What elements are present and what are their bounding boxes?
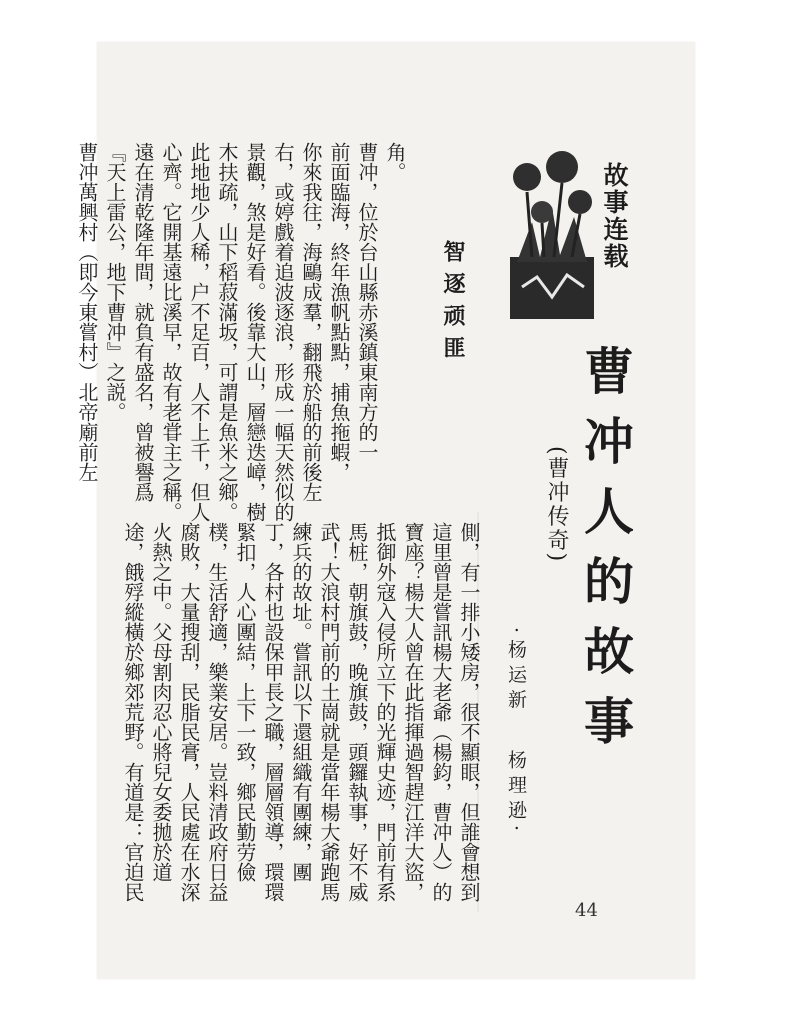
text-line: 心齊。它開基遠比溪早，故有老甞主之稱。 — [159, 142, 183, 522]
text-line: 這里曾是嘗訊楊大老爺（楊鈞，曹冲人）的 — [429, 522, 453, 902]
article-subtitle: (曹冲传奇) — [544, 446, 569, 564]
text-line: 抵御外寇入侵所立下的光輝史迹，門前有系 — [373, 522, 397, 902]
text-line: 緊扣，人心團結，上下一致，鄉民勤劳儉 — [233, 522, 257, 882]
text-line: 此地地少人稀，户不足百，人不上千，但人 — [187, 142, 211, 522]
author-name-2: 杨理逊· — [505, 750, 527, 838]
text-line: 曹冲，位於台山縣赤溪鎮東南方的一 — [355, 142, 379, 462]
author-name-1: ·杨运新 — [505, 627, 527, 715]
body-text-top — [75, 142, 407, 522]
flower-illustration — [502, 137, 602, 327]
text-line: 側，有一排小矮房，很不顯眼，但誰會想到 — [457, 522, 481, 902]
text-line: 樸，生活舒適，樂業安居。豈料清政府日益 — [205, 522, 229, 902]
page-number: 44 — [575, 900, 598, 921]
text-line: 曹冲萬興村（即今東嘗村）北帝廟前左 — [75, 142, 99, 482]
text-line: 景觀，煞是好看。後靠大山，層戀迭嶂，樹 — [243, 142, 267, 522]
article-title: 曹冲人的故事 — [576, 345, 634, 765]
text-line: 馬桩，朝旗鼓，晚旗鼓，頭鑼執事，好不威 — [345, 522, 369, 902]
serial-label: 故事连载 — [600, 162, 629, 270]
text-line: 木扶疏，山下稻菽滿坂，可謂是魚米之鄉。 — [215, 142, 239, 522]
text-line: 角。 — [383, 142, 407, 182]
text-line: 火熱之中。父母割肉忍心將兒女委拋於道 — [149, 522, 173, 882]
body-text-bottom — [121, 522, 481, 902]
text-line: 寶座？楊大人曾在此指揮過智趕江洋大盜， — [401, 522, 425, 902]
text-line: 途，餓殍縱橫於鄉郊荒野。有道是：官迫民 — [121, 522, 145, 902]
text-line: 遠在清乾隆年間，就負有盛名，曾被譽爲 — [131, 142, 155, 502]
text-line: 你來我往，海鷗成羣，翻飛於船的前後左 — [299, 142, 323, 502]
magazine-page — [75, 42, 695, 979]
text-line: 『天上雷公，地下曹冲』之説。 — [103, 142, 127, 422]
text-line: 丁，各村也設保甲長之職，層層領導，環環 — [261, 522, 285, 902]
text-line: 腐敗，大量搜刮，民脂民膏，人民處在水深 — [177, 522, 201, 902]
text-line: 練兵的故址。嘗訊以下還組織有團練，團 — [289, 522, 313, 882]
text-line: 前面臨海，終年漁帆點點，捕魚拖蝦， — [327, 142, 351, 482]
text-line: 右，或婷戲着追波逐浪，形成一幅天然似的 — [271, 142, 295, 522]
section-heading: 智逐顽匪 — [440, 240, 465, 368]
text-line: 武！大浪村門前的土崗就是當年楊大爺跑馬 — [317, 522, 341, 902]
